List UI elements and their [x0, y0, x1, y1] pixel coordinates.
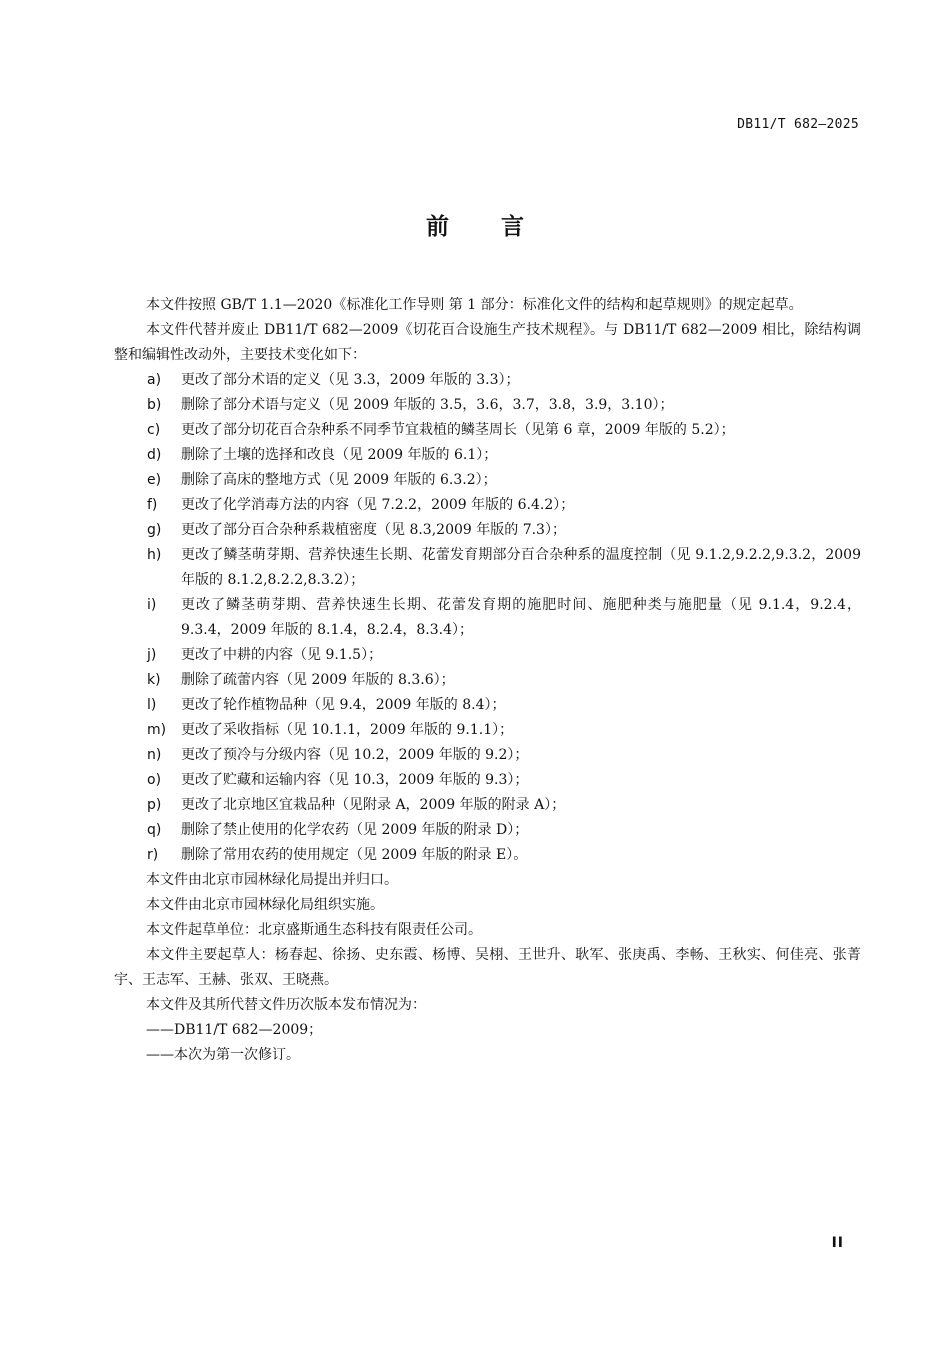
list-marker: p) [147, 797, 162, 813]
list-marker: g) [147, 522, 162, 538]
list-marker: e) [147, 472, 162, 488]
list-marker: k) [147, 672, 161, 688]
list-item [114, 418, 861, 443]
page-number: II [831, 1235, 844, 1251]
list-item-text: 更改了北京地区宜栽品种（见附录 A，2009 年版的附录 A）； [181, 797, 566, 813]
list-item-text: 更改了中耕的内容（见 9.1.5）； [181, 647, 383, 663]
document-code: DB11/T 682—2025 [737, 117, 859, 132]
list-marker: a) [147, 372, 162, 388]
list-marker: q) [147, 822, 162, 838]
changes-list [114, 368, 861, 868]
list-item-text: 更改了鳞茎萌芽期、营养快速生长期、花蕾发育期部分百合杂种系的温度控制（见 9.1.2,9.2.2,9.3.2，2009 年版的 8.1.2,8.2.2,8.3.2）； [181, 547, 861, 588]
list-marker: b) [147, 397, 162, 413]
list-marker: f) [147, 497, 158, 513]
list-item-text: 更改了部分百合杂种系栽植密度（见 8.3,2009 年版的 7.3）； [181, 522, 566, 538]
list-item-text: 删除了禁止使用的化学农药（见 2009 年版的附录 D）； [181, 822, 529, 838]
list-item-text: 删除了土壤的选择和改良（见 2009 年版的 6.1）； [181, 447, 498, 463]
list-item [114, 843, 861, 868]
list-item-text: 删除了部分术语与定义（见 2009 年版的 3.5，3.6，3.7，3.8，3.9，3.10）； [181, 397, 674, 413]
list-marker: n) [147, 747, 162, 763]
list-item [114, 818, 861, 843]
list-item-text: 删除了常用农药的使用规定（见 2009 年版的附录 E）。 [181, 847, 528, 863]
list-item [114, 793, 861, 818]
history-item: ——本次为第一次修订。 [146, 1047, 300, 1063]
intro-paragraph-2: 本文件代替并废止 DB11/T 682—2009《切花百合设施生产技术规程》。与 DB11/T 682—2009 相比，除结构调整和编辑性改动外，主要技术变化如下： [114, 322, 861, 363]
list-item-text: 更改了鳞茎萌芽期、营养快速生长期、花蕾发育期的施肥时间、施肥种类与施肥量（见 9.1.4，9.2.4，9.3.4，2009 年版的 8.1.4，8.2.4，8.3.4）； [181, 597, 861, 638]
drafting-unit: 本文件起草单位：北京盛斯通生态科技有限责任公司。 [146, 922, 482, 938]
list-item [114, 543, 861, 593]
list-marker: r) [147, 847, 159, 863]
proposer-statement: 本文件由北京市园林绿化局提出并归口。 [146, 872, 398, 888]
list-item [114, 768, 861, 793]
list-item [114, 393, 861, 418]
list-item-text: 更改了化学消毒方法的内容（见 7.2.2，2009 年版的 6.4.2）； [181, 497, 575, 513]
list-item-text: 删除了疏蕾内容（见 2009 年版的 8.3.6）； [181, 672, 455, 688]
list-marker: l) [147, 697, 157, 713]
list-marker: j) [147, 647, 157, 663]
page-title: 前 言 [425, 214, 546, 240]
list-marker: i) [147, 597, 157, 613]
list-marker: o) [147, 772, 162, 788]
history-intro: 本文件及其所代替文件历次版本发布情况为： [146, 997, 426, 1013]
list-item-text: 更改了部分术语的定义（见 3.3，2009 年版的 3.3）； [181, 372, 520, 388]
list-item-text: 更改了轮作植物品种（见 9.4，2009 年版的 8.4）； [181, 697, 506, 713]
foreword-body [114, 293, 861, 1068]
intro-paragraph-1: 本文件按照 GB/T 1.1—2020《标准化工作导则 第 1 部分：标准化文件的结构和起草规则》的规定起草。 [146, 297, 803, 313]
list-item [114, 718, 861, 743]
list-marker: d) [147, 447, 162, 463]
list-item-text: 更改了预冷与分级内容（见 10.2，2009 年版的 9.2）； [181, 747, 529, 763]
list-item [114, 693, 861, 718]
list-item [114, 493, 861, 518]
list-marker: m) [147, 722, 167, 738]
list-item-text: 删除了高床的整地方式（见 2009 年版的 6.3.2）； [181, 472, 497, 488]
list-marker: c) [147, 422, 161, 438]
list-item [114, 518, 861, 543]
implementer-statement: 本文件由北京市园林绿化局组织实施。 [146, 897, 384, 913]
list-item [114, 593, 861, 643]
list-item [114, 468, 861, 493]
list-item-text: 更改了部分切花百合杂种系不同季节宜栽植的鳞茎周长（见第 6 章，2009 年版的 5.2）； [181, 422, 735, 438]
list-item [114, 368, 861, 393]
list-item [114, 743, 861, 768]
list-item-text: 更改了贮藏和运输内容（见 10.3，2009 年版的 9.3）； [181, 772, 529, 788]
list-item [114, 668, 861, 693]
list-item [114, 643, 861, 668]
list-marker: h) [147, 547, 162, 563]
drafters: 本文件主要起草人：杨春起、徐扬、史东霞、杨博、吴栩、王世升、耿军、张庚禹、李畅、王秋实、何佳亮、张菁宇、王志军、王赫、张双、王晓燕。 [114, 947, 861, 988]
history-item: ——DB11/T 682—2009； [146, 1022, 323, 1038]
list-item-text: 更改了采收指标（见 10.1.1，2009 年版的 9.1.1）； [181, 722, 514, 738]
list-item [114, 443, 861, 468]
